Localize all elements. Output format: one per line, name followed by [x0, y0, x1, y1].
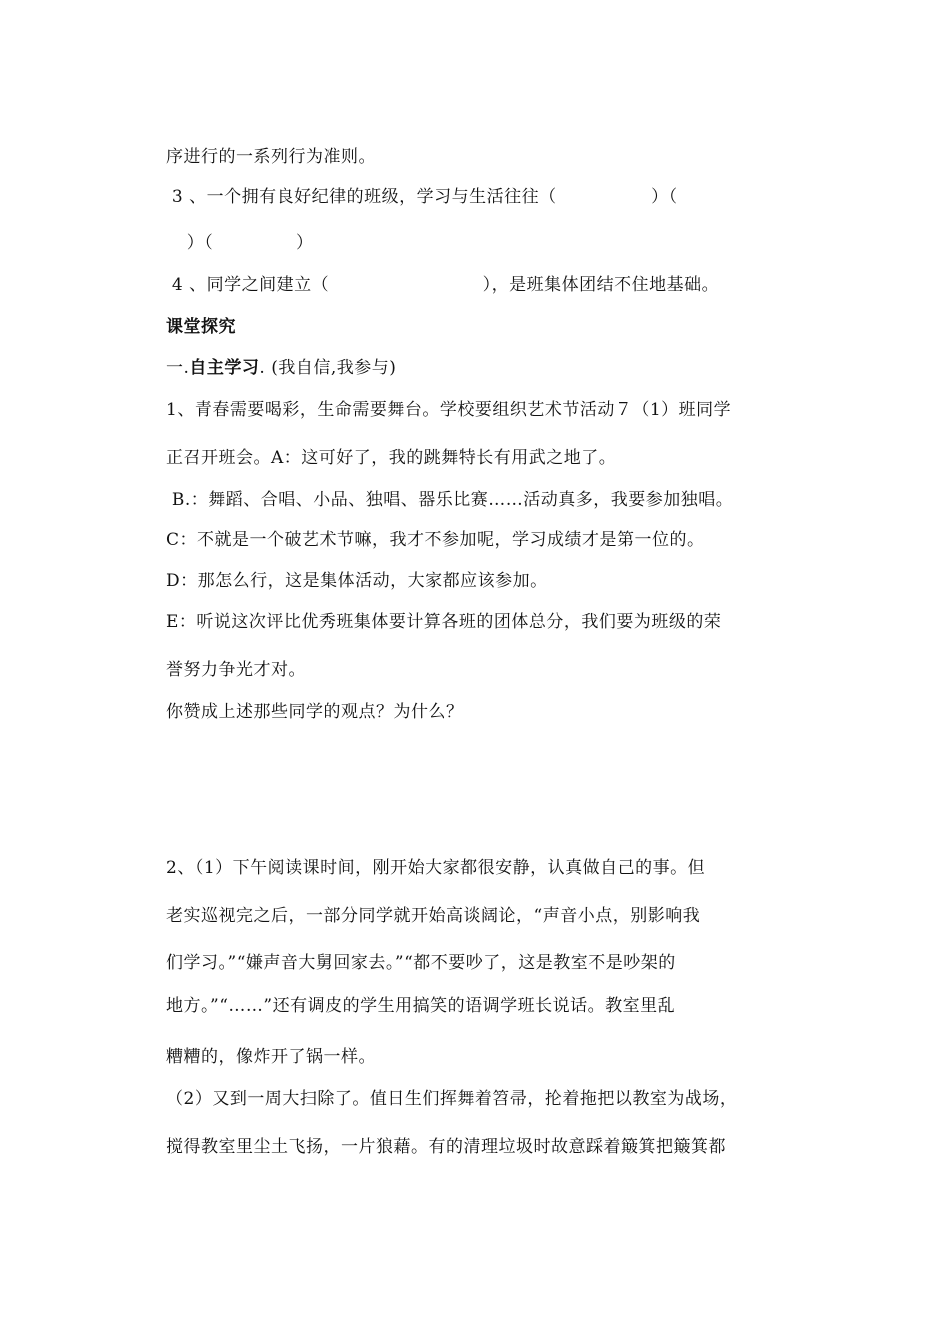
- paragraph-line: 老实巡视完之后，一部分同学就开始高谈阔论，“声音小点，别影响我: [166, 906, 701, 926]
- paragraph-line: B.：舞蹈、合唱、小品、独唱、器乐比赛……活动真多，我要参加独唱。: [166, 490, 734, 510]
- paragraph-line: 正召开班会。A：这可好了，我的跳舞特长有用武之地了。: [166, 448, 617, 468]
- subsection-heading: [166, 357, 396, 379]
- question-line: 你赞成上述那些同学的观点？为什么？: [166, 702, 464, 722]
- question-4-line: 4 、同学之间建立（ ），是班集体团结不住地基础。: [166, 275, 720, 295]
- paragraph-line: 们学习。”“嫌声音大舅回家去。”“都不要吵了，这是教室不是吵架的: [166, 953, 676, 973]
- paragraph-line: E：听说这次评比优秀班集体要计算各班的团体总分，我们要为班级的荣: [166, 612, 722, 632]
- paragraph-line: C：不就是一个破艺术节嘛，我才不参加呢，学习成绩才是第一位的。: [166, 530, 705, 550]
- text-line: 序进行的一系列行为准则。: [166, 147, 376, 167]
- paragraph-line: D：那怎么行，这是集体活动，大家都应该参加。: [166, 571, 548, 591]
- paragraph-line: 1、青春需要喝彩，生命需要舞台。学校要组织艺术节活动７（1）班同学: [166, 400, 732, 420]
- question-3-continuation: ）（ ）: [175, 233, 314, 253]
- section-heading: 课堂探究: [166, 317, 236, 337]
- paragraph-line: 搅得教室里尘土飞扬，一片狼藉。有的清理垃圾时故意踩着簸箕把簸箕都: [166, 1137, 726, 1157]
- paragraph-line: 誉努力争光才对。: [166, 660, 306, 680]
- subsection-number: 一.: [166, 358, 190, 378]
- subsection-subtitle: . (我自信,我参与): [259, 358, 397, 378]
- paragraph-line: （2）又到一周大扫除了。值日生们挥舞着笤帚，抡着拖把以教室为战场，: [166, 1089, 738, 1109]
- paragraph-line: 地方。”“……”还有调皮的学生用搞笑的语调学班长说话。教室里乱: [166, 996, 676, 1016]
- paragraph-line: 2、（1）下午阅读课时间，刚开始大家都很安静，认真做自己的事。但: [166, 858, 706, 878]
- question-3-line: 3 、一个拥有良好纪律的班级，学习与生活往往（ ）（: [166, 187, 678, 207]
- subsection-title: 自主学习: [189, 358, 260, 378]
- paragraph-line: 糟糟的，像炸开了锅一样。: [166, 1047, 376, 1067]
